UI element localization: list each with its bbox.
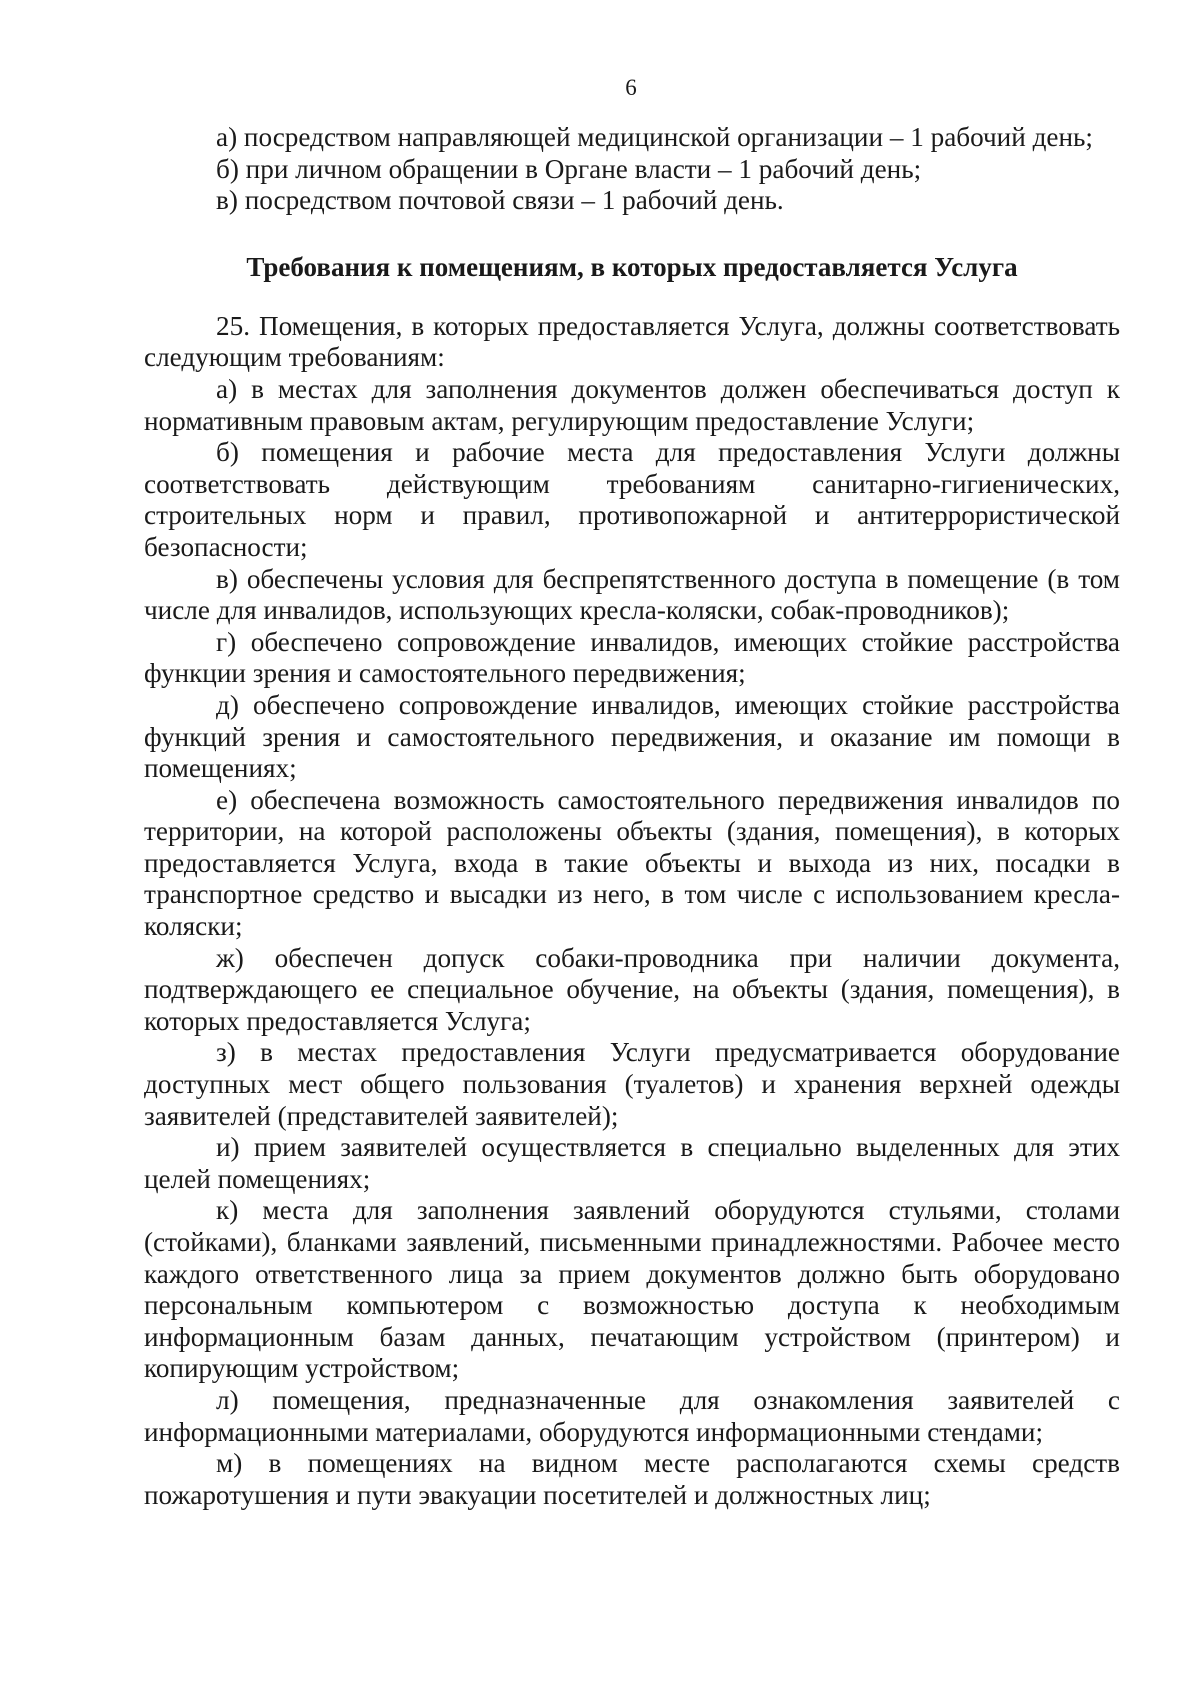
requirement-item-z: з) в местах предоставления Услуги предусматривается оборудование доступных мест общего пользования (туалетов) и хранения верхней одежды заявителей (представителей заявителей);: [144, 1037, 1120, 1131]
page-number: 6: [625, 75, 637, 100]
requirement-item-m: м) в помещениях на видном месте располагаются схемы средств пожаротушения и пути эвакуации посетителей и должностных лиц;: [144, 1448, 1120, 1510]
requirement-item-b: б) помещения и рабочие места для предоставления Услуги должны соответствовать действующим требованиям санитарно-гигиенических, строительных норм и правил, противопожарной и антитеррористической безопасности;: [144, 437, 1120, 562]
requirement-item-i: и) прием заявителей осуществляется в специально выделенных для этих целей помещениях;: [144, 1132, 1120, 1194]
requirement-item-v: в) обеспечены условия для беспрепятственного доступа в помещение (в том числе для инвалидов, использующих кресла-коляски, собак-проводников);: [144, 563, 1120, 626]
clause-25: 25. Помещения, в которых предоставляется Услуга, должны соответствовать следующим требованиям:: [144, 310, 1120, 373]
section-heading: Требования к помещениям, в которых предоставляется Услуга: [246, 251, 1018, 282]
paragraph-delivery-c: в) посредством почтовой связи – 1 рабочий день.: [216, 185, 784, 216]
requirement-item-zh: ж) обеспечен допуск собаки-проводника при наличии документа, подтверждающего ее специальное обучение, на объекты (здания, помещения), в которых предоставляется Услуга;: [144, 942, 1120, 1036]
requirement-item-l: л) помещения, предназначенные для ознакомления заявителей с информационными материалами, оборудуются информационными стендами;: [144, 1384, 1120, 1447]
requirement-item-k: к) места для заполнения заявлений оборудуются стульями, столами (стойками), бланками заявлений, письменными принадлежностями. Рабочее место каждого ответственного лица за прием документов должно быть оборудовано персональным компьютером с возможностью доступа к необходимым информационным базам данных, печатающим устройством (принтером) и копирующим устройством;: [144, 1195, 1120, 1384]
document-body: [144, 122, 1120, 1511]
requirement-item-g: г) обеспечено сопровождение инвалидов, имеющих стойкие расстройства функции зрения и самостоятельного передвижения;: [144, 626, 1120, 689]
paragraph-delivery-b: б) при личном обращении в Органе власти – 1 рабочий день;: [216, 153, 922, 184]
requirement-item-a: а) в местах для заполнения документов должен обеспечиваться доступ к нормативным правовым актам, регулирующим предоставление Услуги;: [144, 373, 1120, 436]
requirement-item-e: е) обеспечена возможность самостоятельного передвижения инвалидов по территории, на которой расположены объекты (здания, помещения), в которых предоставляется Услуга, входа в такие объекты и выхода из них, посадки в транспортное средство и высадки из него, в том числе с использованием кресла-коляски;: [144, 784, 1120, 942]
paragraph-delivery-a: а) посредством направляющей медицинской организации – 1 рабочий день;: [216, 122, 1093, 152]
requirement-item-d: д) обеспечено сопровождение инвалидов, имеющих стойкие расстройства функций зрения и самостоятельного передвижения, и оказание им помощи в помещениях;: [144, 689, 1120, 784]
